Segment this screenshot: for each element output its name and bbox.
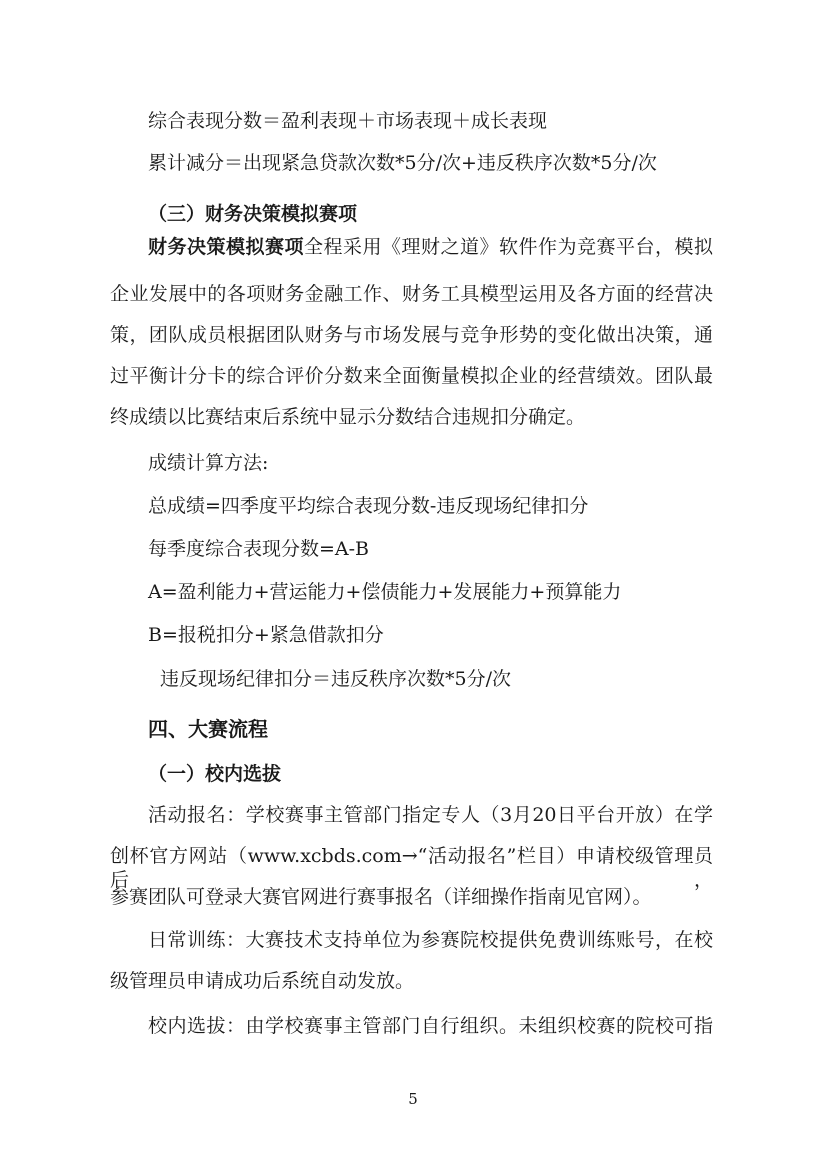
paragraph-line: 过平衡计分卡的综合评价分数来全面衡量模拟企业的经营绩效。团队最 [110, 365, 713, 387]
paragraph-line: 创杯官方网站（www.xcbds.com→“活动报名”栏目）申请校级管理员后， [110, 845, 713, 891]
formula-a: A=盈利能力+营运能力+偿债能力+发展能力+预算能力 [148, 581, 622, 603]
paragraph-line: 终成绩以比赛结束后系统中显示分数结合违规扣分确定。 [110, 406, 586, 428]
paragraph-line: 级管理员申请成功后系统自动发放。 [110, 970, 415, 992]
page-number: 5 [408, 1090, 418, 1108]
formula-discipline: 违反现场纪律扣分＝违反秩序次数*5分/次 [160, 668, 511, 690]
formula-quarterly: 每季度综合表现分数=A-B [148, 538, 370, 560]
inline-bold-term: 财务决策模拟赛项 [148, 236, 304, 258]
paragraph-line: 企业发展中的各项财务金融工作、财务工具模型运用及各方面的经营决 [110, 283, 713, 305]
paragraph-line: 日常训练：大赛技术支持单位为参赛院校提供免费训练账号，在校 [148, 929, 713, 951]
formula-b: B=报税扣分+紧急借款扣分 [148, 624, 384, 646]
paragraph-line: 策，团队成员根据团队财务与市场发展与竞争形势的变化做出决策，通 [110, 324, 713, 346]
section-heading-selection: （一）校内选拔 [148, 763, 282, 785]
formula-overall-score: 综合表现分数＝盈利表现＋市场表现＋成长表现 [148, 110, 548, 132]
paragraph-line: 参赛团队可登录大赛官网进行赛事报名（详细操作指南见官网）。 [110, 886, 652, 908]
paragraph-line: 活动报名：学校赛事主管部门指定专人（3月20日平台开放）在学 [148, 804, 713, 826]
calc-method-label: 成绩计算方法: [148, 452, 269, 474]
formula-deduction: 累计减分＝出现紧急贷款次数*5分/次+违反秩序次数*5分/次 [148, 152, 657, 174]
section-heading-financial-decision: （三）财务决策模拟赛项 [148, 203, 358, 225]
formula-total: 总成绩=四季度平均综合表现分数-违反现场纪律扣分 [148, 495, 589, 517]
paragraph-line: 财务决策模拟赛项全程采用《理财之道》软件作为竞赛平台，模拟 [148, 236, 713, 258]
chapter-heading-process: 四、大赛流程 [148, 717, 268, 741]
paragraph-line: 校内选拔：由学校赛事主管部门自行组织。未组织校赛的院校可指 [148, 1015, 713, 1037]
